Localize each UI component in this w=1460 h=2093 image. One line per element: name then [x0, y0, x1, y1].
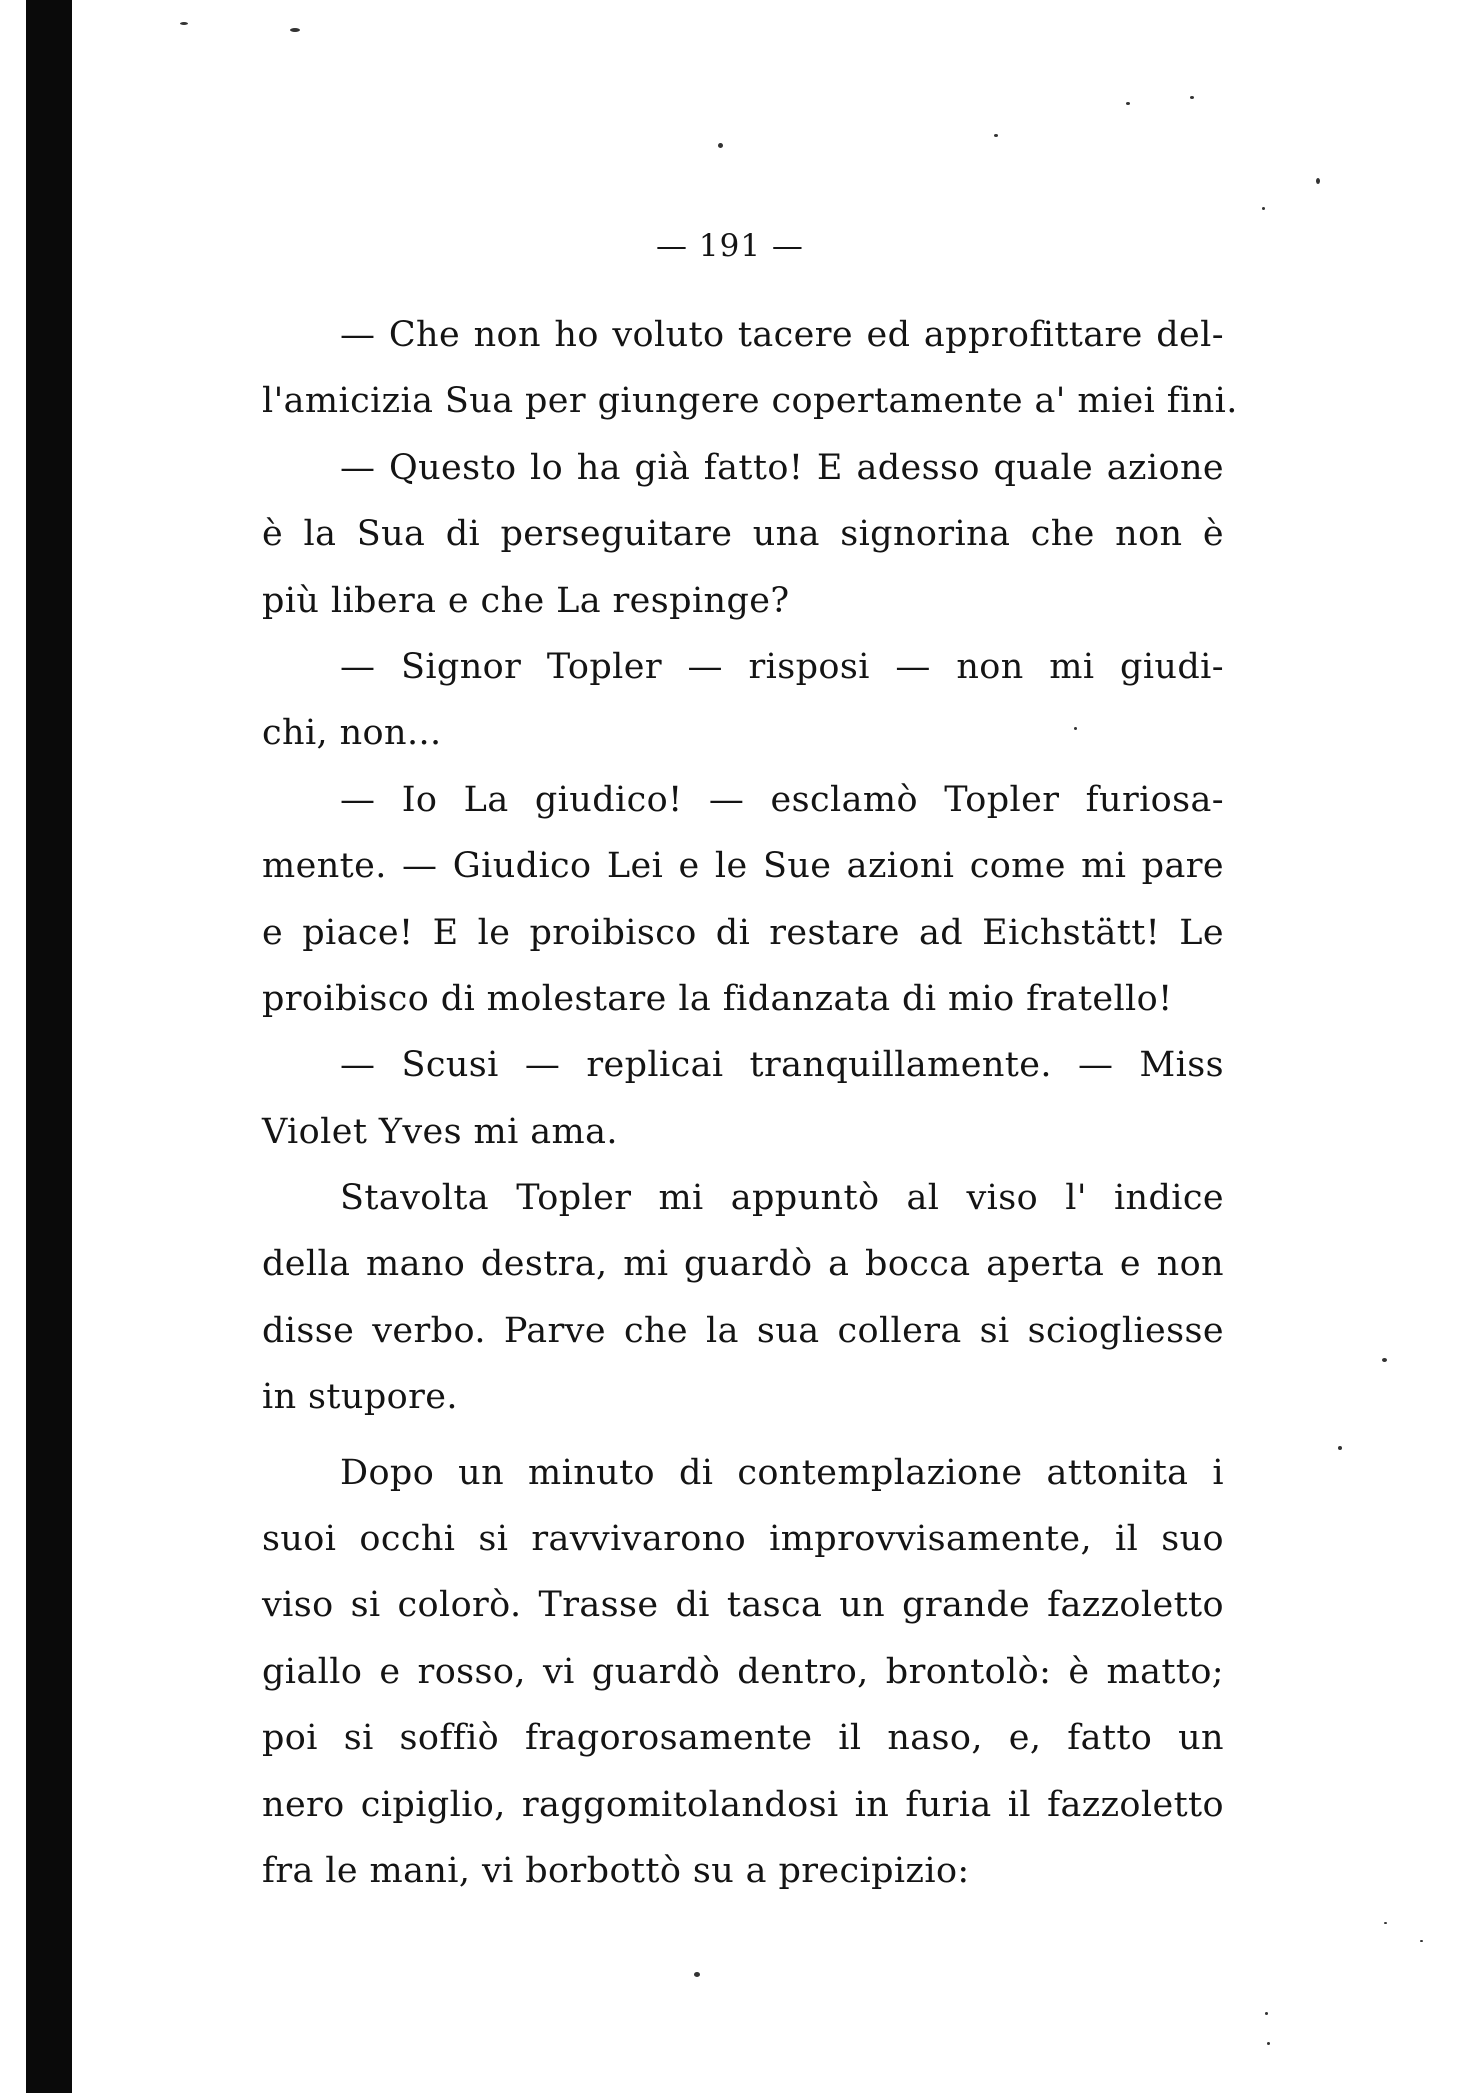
text-line: — Io La giudico! — esclamò Topler furiosa- — [340, 779, 1224, 820]
text-line: Dopo un minuto di contemplazione attonita i — [340, 1452, 1224, 1493]
text-line: viso si colorò. Trasse di tasca un grande fazzoletto — [262, 1585, 1224, 1626]
text-line: nero cipiglio, raggomitolandosi in furia il fazzoletto — [262, 1784, 1224, 1825]
body-text — [262, 302, 1238, 1904]
text-line: della mano destra, mi guardò a bocca aperta e non — [262, 1244, 1224, 1285]
text-line: mente. — Giudico Lei e le Sue azioni come mi pare — [262, 846, 1224, 887]
text-line: e piace! E le proibisco di restare ad Eichstätt! Le — [262, 912, 1224, 953]
text-line: disse verbo. Parve che la sua collera si sciogliesse — [262, 1310, 1224, 1351]
text-line: — Che non ho voluto tacere ed approfittare del- — [340, 315, 1224, 355]
text-line: poi si soffiò fragorosamente il naso, e, fatto un — [262, 1718, 1224, 1759]
text-line: fra le mani, vi borbottò su a precipizio: — [262, 1850, 970, 1891]
text-line: in stupore. — [262, 1377, 458, 1418]
text-line: Violet Yves mi ama. — [262, 1111, 618, 1152]
text-line: suoi occhi si ravvivarono improvvisamente, il suo — [262, 1519, 1224, 1560]
text-line: proibisco di molestare la fidanzata di mio fratello! — [262, 978, 1173, 1019]
scan-border — [26, 0, 72, 2093]
page-number: — 191 — — [656, 228, 804, 264]
text-line: Stavolta Topler mi appuntò al viso l' indice — [340, 1178, 1224, 1219]
text-line: più libera e che La respinge? — [262, 580, 790, 621]
text-line: l'amicizia Sua per giungere copertamente a' miei fini. — [262, 381, 1238, 422]
text-line: — Questo lo ha già fatto! E adesso quale azione — [340, 447, 1224, 488]
text-line: chi, non... — [262, 713, 442, 754]
text-line: — Scusi — replicai tranquillamente. — Miss — [340, 1045, 1224, 1086]
text-line: giallo e rosso, vi guardò dentro, brontolò: è matto; — [262, 1651, 1224, 1692]
text-line: è la Sua di perseguitare una signorina che non è — [262, 514, 1224, 555]
text-line: — Signor Topler — risposi — non mi giudi- — [340, 646, 1224, 687]
